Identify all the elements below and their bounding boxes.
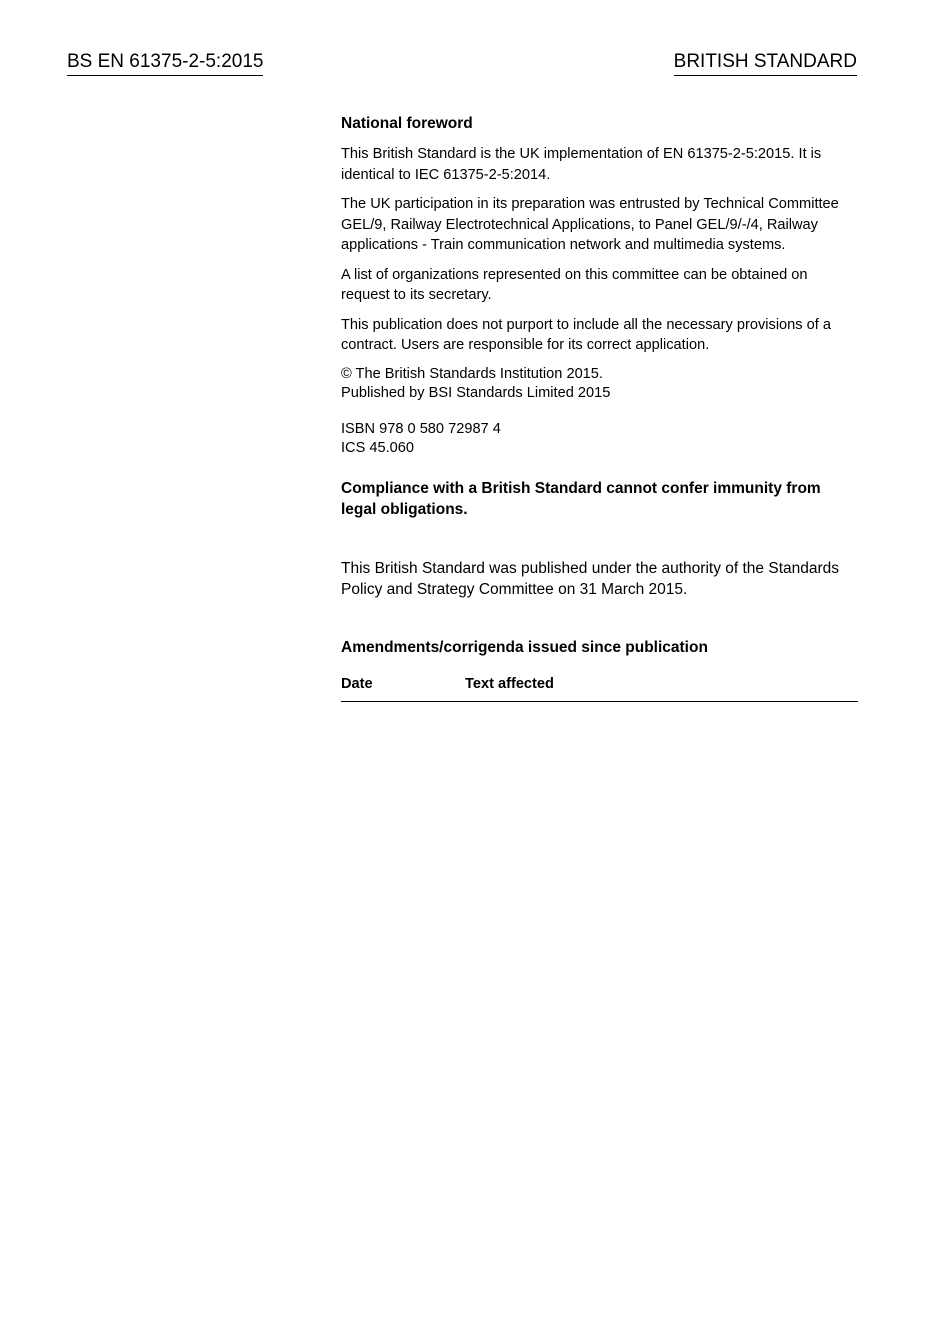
ics-line: ICS 45.060 [341,439,415,456]
identifiers-block [341,420,858,458]
column-header-text-affected: Text affected [465,675,554,692]
series-title: BRITISH STANDARD [674,50,857,76]
foreword-title: National foreword [341,115,473,132]
column-header-date: Date [341,675,373,692]
copyright-block [341,365,858,403]
foreword-paragraph: This publication does not purport to include all the necessary provisions of a contract. Users are responsible for its correct application. [341,316,831,353]
copyright-line: © The British Standards Institution 2015. [341,365,603,382]
foreword-paragraph: This British Standard is the UK implementation of EN 61375-2-5:2015. It is identical to IEC 61375-2-5:2014. [341,146,822,183]
national-foreword [341,114,858,702]
isbn-line: ISBN 978 0 580 72987 4 [341,420,501,437]
compliance-statement: Compliance with a British Standard cannot confer immunity from legal obligations. [341,479,821,518]
foreword-paragraph: The UK participation in its preparation was entrusted by Technical Committee GEL/9, Railway Electrotechnical Applications, to Panel GEL/9/-/4, Railway applications - Train communication network and multimedia systems. [341,196,839,253]
amendments-table-header [341,674,858,702]
publisher-line: Published by BSI Standards Limited 2015 [341,384,611,401]
foreword-paragraph: A list of organizations represented on this committee can be obtained on request to its secretary. [341,266,808,303]
authority-statement: This British Standard was published under the authority of the Standards Policy and Strategy Committee on 31 March 2015. [341,559,840,598]
amendments-title: Amendments/corrigenda issued since publication [341,638,708,656]
document-id: BS EN 61375-2-5:2015 [67,50,263,76]
